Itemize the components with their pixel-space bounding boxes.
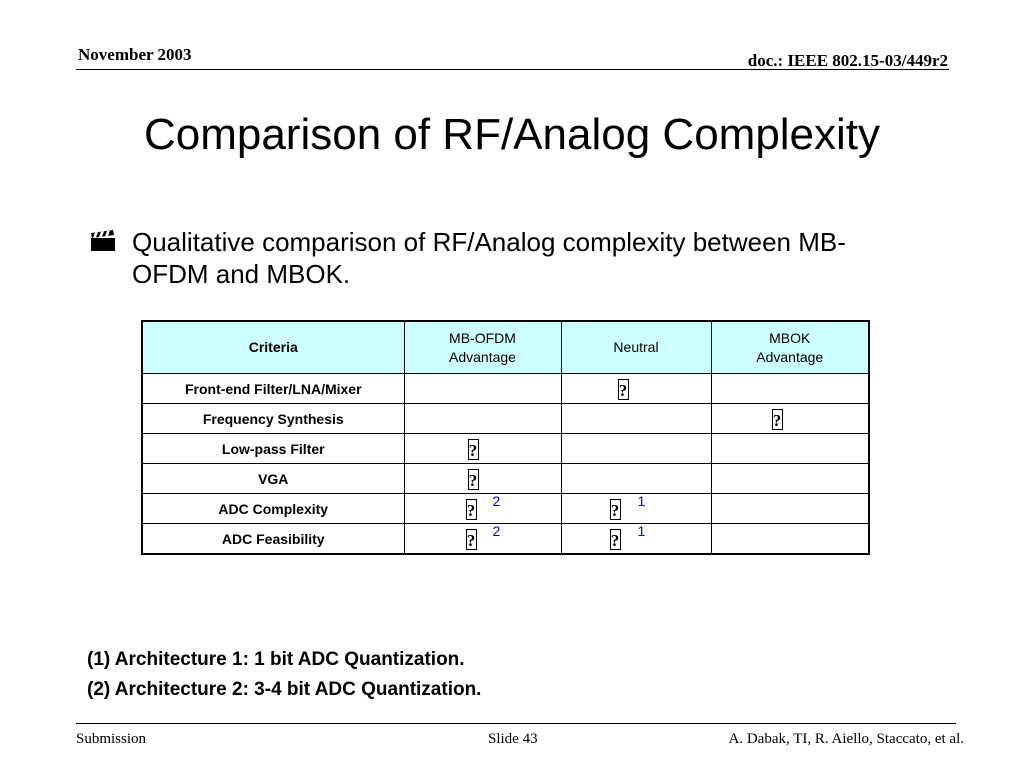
footnote-ref: 1 — [637, 523, 646, 539]
neutral-cell — [561, 494, 711, 524]
table-row — [142, 524, 869, 555]
comparison-table — [141, 320, 870, 555]
header-doc-id: doc.: IEEE 802.15-03/449r2 — [747, 51, 948, 70]
footnote-2: (2) Architecture 2: 3-4 bit ADC Quantization. — [87, 679, 482, 700]
slide-title: Comparison of RF/Analog Complexity — [143, 110, 881, 159]
footer-divider — [76, 723, 956, 724]
neutral-cell — [561, 374, 711, 404]
neutral-cell — [561, 524, 711, 555]
footer-slide-number: Slide 43 — [488, 731, 538, 747]
mbok-cell — [711, 374, 869, 404]
table-row — [142, 464, 869, 494]
footnote-ref: 2 — [492, 493, 501, 509]
check-mark-icon: ? — [468, 471, 478, 490]
mbok-cell — [711, 434, 869, 464]
mbok-cell — [711, 464, 869, 494]
table-row — [142, 434, 869, 464]
header-divider — [76, 69, 949, 70]
header-date: November 2003 — [78, 45, 192, 64]
mbok-cell — [711, 404, 869, 434]
check-mark-icon: ? — [466, 531, 476, 550]
bullet-text: Qualitative comparison of RF/Analog complexity between MB-OFDM and MBOK. — [132, 227, 846, 289]
footer-submission: Submission — [76, 731, 147, 747]
criteria-cell: ADC Complexity — [142, 494, 404, 524]
mb-ofdm-cell — [404, 434, 561, 464]
criteria-cell: Low-pass Filter — [142, 434, 404, 464]
header-neutral: Neutral — [561, 321, 711, 374]
clapperboard-icon — [90, 230, 116, 257]
check-mark-icon: ? — [618, 381, 628, 400]
neutral-cell — [561, 464, 711, 494]
neutral-cell — [561, 404, 711, 434]
footnote-ref: 2 — [492, 523, 501, 539]
mb-ofdm-cell — [404, 464, 561, 494]
mb-ofdm-cell — [404, 404, 561, 434]
header-mbok: MBOK Advantage — [711, 321, 869, 374]
mb-ofdm-cell — [404, 494, 561, 524]
check-mark-icon: ? — [468, 441, 478, 460]
footnote-ref: 1 — [637, 493, 646, 509]
criteria-cell: VGA — [142, 464, 404, 494]
mb-ofdm-cell — [404, 524, 561, 555]
mbok-cell — [711, 494, 869, 524]
header-criteria: Criteria — [142, 321, 404, 374]
check-mark-icon: ? — [466, 501, 476, 520]
criteria-cell: Frequency Synthesis — [142, 404, 404, 434]
mb-ofdm-cell — [404, 374, 561, 404]
mbok-cell — [711, 524, 869, 555]
table-row — [142, 374, 869, 404]
table-row — [142, 494, 869, 524]
check-mark-icon: ? — [772, 411, 782, 430]
table-header-row — [142, 321, 869, 374]
criteria-cell: Front-end Filter/LNA/Mixer — [142, 374, 404, 404]
check-mark-icon: ? — [610, 501, 620, 520]
criteria-cell: ADC Feasibility — [142, 524, 404, 555]
footnote-1: (1) Architecture 1: 1 bit ADC Quantization. — [87, 649, 465, 670]
header-mb-ofdm: MB-OFDM Advantage — [404, 321, 561, 374]
neutral-cell — [561, 434, 711, 464]
check-mark-icon: ? — [610, 531, 620, 550]
table-row — [142, 404, 869, 434]
footer-authors: A. Dabak, TI, R. Aiello, Staccato, et al. — [728, 731, 964, 747]
